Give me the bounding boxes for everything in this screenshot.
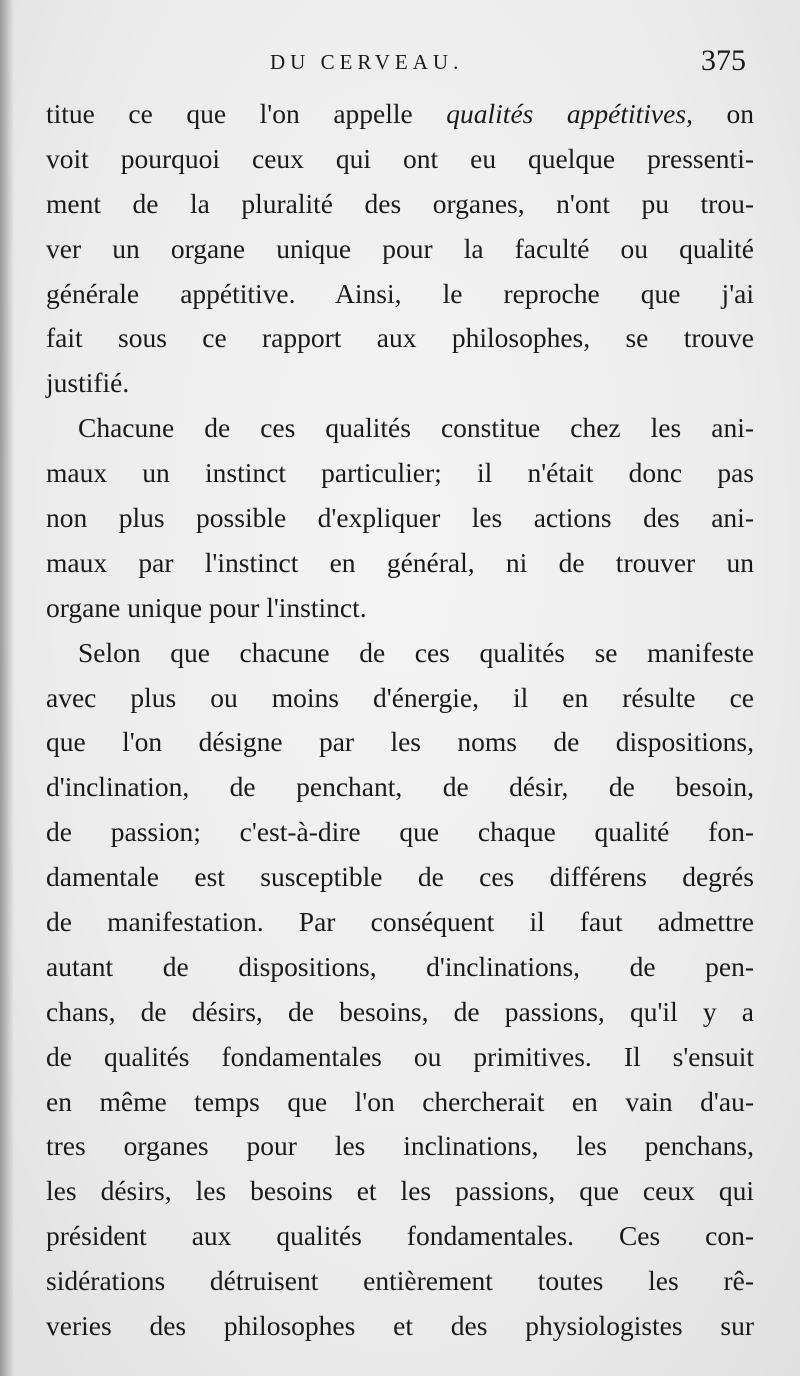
text-line [46, 1169, 754, 1214]
text-line [46, 182, 754, 227]
text-segment: veries des philosophes et des physiologistes sur [46, 1310, 754, 1342]
text-segment: d'inclination, de penchant, de désir, de besoin, [46, 771, 754, 803]
text-segment: président aux qualités fondamentales. Ces con- [46, 1220, 754, 1252]
text-line [46, 586, 754, 631]
text-line [46, 631, 754, 676]
text-segment: maux un instinct particulier; il n'était donc pas [46, 457, 754, 489]
text-segment: Selon que chacune de ces qualités se manifeste [78, 636, 754, 668]
body-text [46, 92, 754, 1349]
italic-phrase: qualités appétitives [446, 98, 687, 129]
text-segment: les désirs, les besoins et les passions, que ceux qui [46, 1175, 754, 1207]
text-line [46, 1214, 754, 1259]
text-line [46, 1035, 754, 1080]
text-line [46, 137, 754, 182]
running-head: DU CERVEAU. [270, 50, 464, 74]
page-header [46, 46, 752, 86]
text-segment: damentale est susceptible de ces différens degrés [46, 861, 754, 893]
text-line [46, 451, 754, 496]
text-line [46, 406, 754, 451]
text-segment: chans, de désirs, de besoins, de passions, qu'il y a [46, 995, 754, 1027]
text-line [46, 900, 754, 945]
text-segment: Chacune de ces qualités constitue chez les ani- [78, 412, 754, 444]
text-line [46, 765, 754, 810]
text-segment: , on [686, 98, 754, 129]
text-segment: justifié. [46, 367, 130, 399]
text-segment: de qualités fondamentales ou primitives. Il s'ensuit [46, 1040, 754, 1072]
text-segment: avec plus ou moins d'énergie, il en résulte ce [46, 681, 754, 713]
text-segment: en même temps que l'on chercherait en vain d'au- [46, 1085, 754, 1117]
text-segment: que l'on désigne par les noms de dispositions, [46, 726, 754, 758]
text-segment: sidérations détruisent entièrement toutes les rê- [46, 1265, 754, 1297]
text-segment: de passion; c'est-à-dire que chaque qualité fon- [46, 816, 754, 848]
text-segment: ver un organe unique pour la faculté ou qualité [46, 232, 754, 264]
text-segment: fait sous ce rapport aux philosophes, se trouve [46, 322, 754, 354]
text-line [46, 541, 754, 586]
binding-shadow [0, 0, 14, 1376]
text-segment: générale appétitive. Ainsi, le reproche que j'ai [46, 277, 754, 309]
text-line [46, 676, 754, 721]
text-segment: tres organes pour les inclinations, les penchans, [46, 1130, 754, 1162]
text-segment: non plus possible d'expliquer les actions des ani- [46, 502, 754, 534]
text-line [46, 316, 754, 361]
text-line [46, 990, 754, 1035]
text-segment: de manifestation. Par conséquent il faut admettre [46, 906, 754, 938]
text-line [46, 810, 754, 855]
text-segment: voit pourquoi ceux qui ont eu quelque pressenti- [46, 142, 754, 174]
text-segment: organe unique pour l'instinct. [46, 591, 367, 623]
text-segment: titue ce que l'on appelle [46, 98, 447, 129]
text-line [46, 1304, 754, 1349]
text-line [46, 720, 754, 765]
text-line [46, 496, 754, 541]
page-number: 375 [701, 44, 746, 77]
text-line [46, 272, 754, 317]
text-line [46, 361, 754, 406]
text-segment: autant de dispositions, d'inclinations, de pen- [46, 950, 754, 982]
text-line [46, 855, 754, 900]
text-line [46, 227, 754, 272]
text-segment: maux par l'instinct en général, ni de trouver un [46, 546, 754, 578]
text-line [46, 1080, 754, 1125]
text-line [46, 1124, 754, 1169]
text-line [46, 945, 754, 990]
text-line [46, 92, 754, 137]
text-line [46, 1259, 754, 1304]
text-segment: ment de la pluralité des organes, n'ont pu trou- [46, 187, 754, 219]
